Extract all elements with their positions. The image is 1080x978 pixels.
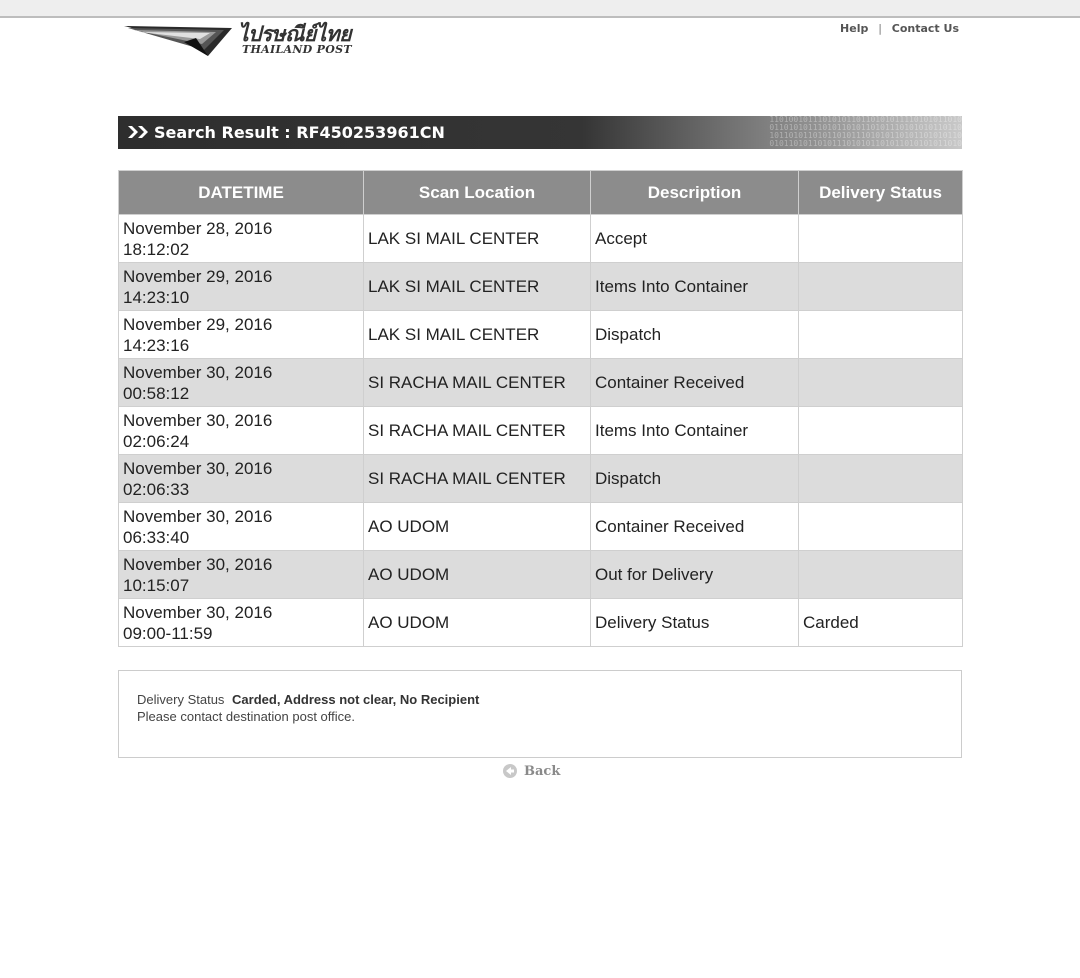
scan-location-cell: AO UDOM xyxy=(364,599,591,647)
scan-location-cell: AO UDOM xyxy=(364,551,591,599)
description-cell: Dispatch xyxy=(591,311,799,359)
delivery-status-cell xyxy=(799,503,963,551)
time-text: 00:58:12 xyxy=(123,383,190,403)
datetime-cell xyxy=(119,503,364,551)
tracking-results-table xyxy=(118,170,963,647)
search-result-banner xyxy=(118,116,962,149)
notice-status-line xyxy=(137,692,943,707)
notice-status-label: Delivery Status xyxy=(137,692,225,707)
link-separator: | xyxy=(878,22,882,35)
logo-english-text: THAILAND POST xyxy=(242,43,352,56)
date-text: November 30, 2016 xyxy=(123,458,273,478)
scan-location-cell: SI RACHA MAIL CENTER xyxy=(364,359,591,407)
double-chevron-icon xyxy=(128,125,150,139)
time-text: 02:06:33 xyxy=(123,479,190,499)
help-link[interactable]: Help xyxy=(840,22,869,35)
description-cell: Items Into Container xyxy=(591,407,799,455)
scan-location-cell: LAK SI MAIL CENTER xyxy=(364,311,591,359)
delivery-status-cell: Carded xyxy=(799,599,963,647)
time-text: 09:00-11:59 xyxy=(123,623,213,643)
table-row xyxy=(119,311,963,359)
binary-pattern-decoration: 1101001011101010110110101011110101011010 0110101011101011010110101110101010110110 1011010110101101011101010110101101010110 0101101011010111010101101011010101011010 xyxy=(769,116,962,148)
delivery-status-cell xyxy=(799,551,963,599)
time-text: 18:12:02 xyxy=(123,239,190,259)
browser-top-bar xyxy=(0,0,1080,18)
back-arrow-icon xyxy=(502,763,518,779)
datetime-cell xyxy=(119,311,364,359)
description-cell: Container Received xyxy=(591,503,799,551)
datetime-cell xyxy=(119,215,364,263)
table-row xyxy=(119,359,963,407)
datetime-cell xyxy=(119,551,364,599)
description-cell: Dispatch xyxy=(591,455,799,503)
search-result-title: Search Result : RF450253961CN xyxy=(154,123,445,142)
table-header-row xyxy=(119,171,963,215)
contact-us-link[interactable]: Contact Us xyxy=(891,22,959,35)
delivery-status-cell xyxy=(799,455,963,503)
thailand-post-logo[interactable] xyxy=(124,22,354,64)
description-cell: Accept xyxy=(591,215,799,263)
time-text: 02:06:24 xyxy=(123,431,190,451)
column-header-scan-location: Scan Location xyxy=(364,171,591,215)
table-row xyxy=(119,215,963,263)
table-row xyxy=(119,455,963,503)
delivery-status-cell xyxy=(799,263,963,311)
eagle-wing-icon xyxy=(124,22,236,58)
date-text: November 30, 2016 xyxy=(123,554,273,574)
banner-title xyxy=(128,116,445,149)
date-text: November 30, 2016 xyxy=(123,410,273,430)
delivery-status-cell xyxy=(799,407,963,455)
date-text: November 28, 2016 xyxy=(123,218,273,238)
table-row xyxy=(119,599,963,647)
datetime-cell xyxy=(119,407,364,455)
datetime-cell xyxy=(119,599,364,647)
date-text: November 30, 2016 xyxy=(123,602,273,622)
date-text: November 29, 2016 xyxy=(123,266,273,286)
date-text: November 30, 2016 xyxy=(123,506,273,526)
scan-location-cell: SI RACHA MAIL CENTER xyxy=(364,455,591,503)
top-links xyxy=(840,22,959,35)
scan-location-cell: LAK SI MAIL CENTER xyxy=(364,263,591,311)
description-cell: Items Into Container xyxy=(591,263,799,311)
time-text: 14:23:16 xyxy=(123,335,190,355)
datetime-cell xyxy=(119,263,364,311)
notice-status-value: Carded, Address not clear, No Recipient xyxy=(232,692,480,707)
table-row xyxy=(119,503,963,551)
back-label: Back xyxy=(524,763,561,779)
scan-location-cell: LAK SI MAIL CENTER xyxy=(364,215,591,263)
time-text: 14:23:10 xyxy=(123,287,190,307)
logo-thai-text: ไปรษณีย์ไทย xyxy=(238,21,352,46)
description-cell: Out for Delivery xyxy=(591,551,799,599)
scan-location-cell: SI RACHA MAIL CENTER xyxy=(364,407,591,455)
table-row xyxy=(119,551,963,599)
description-cell: Delivery Status xyxy=(591,599,799,647)
time-text: 06:33:40 xyxy=(123,527,190,547)
scan-location-cell: AO UDOM xyxy=(364,503,591,551)
datetime-cell xyxy=(119,455,364,503)
table-row xyxy=(119,263,963,311)
column-header-delivery-status: Delivery Status xyxy=(799,171,963,215)
date-text: November 30, 2016 xyxy=(123,362,273,382)
time-text: 10:15:07 xyxy=(123,575,190,595)
description-cell: Container Received xyxy=(591,359,799,407)
logo-text xyxy=(238,21,358,56)
table-row xyxy=(119,407,963,455)
column-header-datetime: DATETIME xyxy=(119,171,364,215)
notice-message: Please contact destination post office. xyxy=(137,709,356,724)
back-button[interactable] xyxy=(502,763,560,779)
delivery-status-cell xyxy=(799,359,963,407)
column-header-description: Description xyxy=(591,171,799,215)
date-text: November 29, 2016 xyxy=(123,314,273,334)
delivery-status-notice xyxy=(118,670,962,758)
delivery-status-cell xyxy=(799,215,963,263)
delivery-status-cell xyxy=(799,311,963,359)
datetime-cell xyxy=(119,359,364,407)
